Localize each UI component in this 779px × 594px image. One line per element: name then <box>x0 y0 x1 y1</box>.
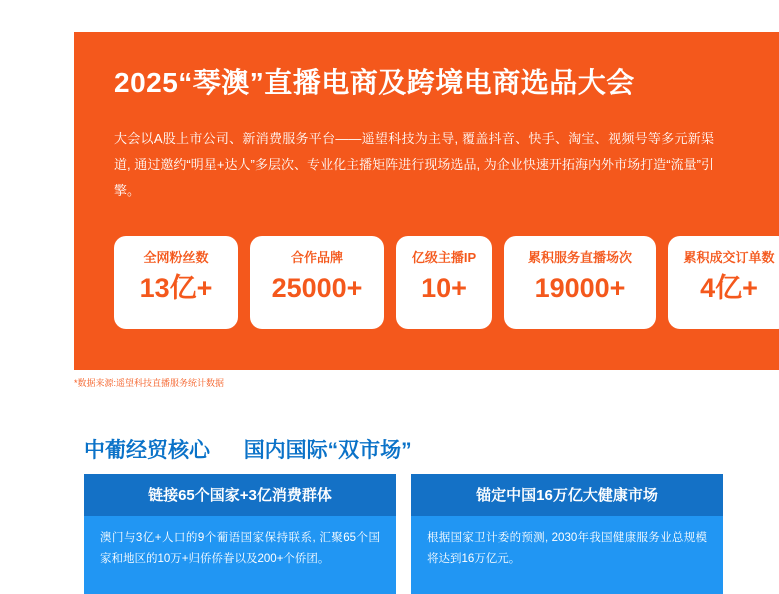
info-card-body: 澳门与3亿+人口的9个葡语国家保持联系, 汇聚65个国家和地区的10万+归侨侨眷以及200+个侨团。 <box>84 516 396 594</box>
hero-description: 大会以A股上市公司、新消费服务平台——遥望科技为主导, 覆盖抖音、快手、淘宝、视频号等多元新渠道, 通过邀约“明星+达人”多层次、专业化主播矩阵进行现场选品, 为企业快速开拓海内外市场打造“流量”引擎。 <box>114 130 714 198</box>
info-card <box>411 474 723 594</box>
stat-card <box>396 236 492 329</box>
page-title: 2025“琴澳”直播电商及跨境电商选品大会 <box>114 67 635 98</box>
stat-value: 4亿+ <box>700 272 758 303</box>
hero-banner <box>74 32 779 370</box>
info-card-title: 锚定中国16万亿大健康市场 <box>411 474 723 516</box>
stat-label: 全网粉丝数 <box>143 250 209 265</box>
stat-card <box>114 236 238 329</box>
info-card-title: 链接65个国家+3亿消费群体 <box>84 474 396 516</box>
stat-value: 13亿+ <box>139 272 213 303</box>
section-heading <box>84 434 412 464</box>
stat-value: 10+ <box>421 272 467 303</box>
stat-card-list <box>114 236 779 329</box>
stat-card <box>250 236 384 329</box>
section-heading-part2: 国内国际“双市场” <box>243 439 412 462</box>
stat-value: 25000+ <box>271 272 363 303</box>
stat-value: 19000+ <box>534 272 626 303</box>
section-heading-part1: 中葡经贸核心 <box>84 439 210 462</box>
stat-card <box>668 236 779 329</box>
stat-card <box>504 236 656 329</box>
stat-label: 合作品牌 <box>290 250 343 265</box>
info-card <box>84 474 396 594</box>
info-card-list <box>84 474 723 594</box>
data-source-footnote: *数据来源:遥望科技直播服务统计数据 <box>74 378 225 388</box>
info-card-body: 根据国家卫计委的预测, 2030年我国健康服务业总规模将达到16万亿元。 <box>411 516 723 594</box>
stat-label: 累积服务直播场次 <box>527 250 632 265</box>
stat-label: 亿级主播IP <box>411 250 477 265</box>
stat-label: 累积成交订单数 <box>683 250 775 265</box>
